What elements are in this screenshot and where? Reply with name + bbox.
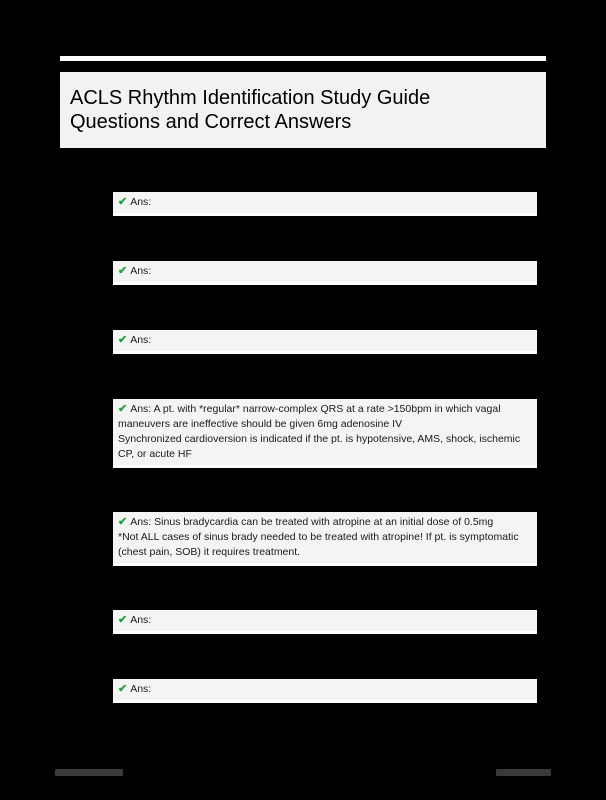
answer-text: Synchronized cardioversion is indicated if the pt. is hypotensive, AMS, shock, ischemic <box>118 433 521 445</box>
answer-text: Ans: <box>130 196 152 208</box>
page-title-line-2: Questions and Correct Answers <box>70 111 352 133</box>
answer-box-6 <box>113 610 537 634</box>
title-box <box>60 72 546 148</box>
footer-right-redacted <box>496 769 551 776</box>
checkmark-icon: ✔ <box>118 403 128 415</box>
answer-text: Ans: <box>130 265 152 277</box>
answer-box-7 <box>113 679 537 703</box>
answer-text: Ans: A pt. with *regular* narrow-complex QRS at a rate >150bpm in which vagal <box>130 403 501 415</box>
answer-box-2 <box>113 261 537 285</box>
answer-text: maneuvers are ineffective should be given 6mg adenosine IV <box>118 418 403 430</box>
answer-text: (chest pain, SOB) it requires treatment. <box>118 546 301 558</box>
top-rule <box>60 56 546 61</box>
answer-box-3 <box>113 330 537 354</box>
checkmark-icon: ✔ <box>118 516 128 528</box>
answer-box-1 <box>113 192 537 216</box>
checkmark-icon: ✔ <box>118 334 128 346</box>
page-title-line-1: ACLS Rhythm Identification Study Guide <box>70 87 431 109</box>
answer-text: Ans: <box>130 614 152 626</box>
answer-text: CP, or acute HF <box>118 448 192 460</box>
answer-text: Ans: Sinus bradycardia can be treated with atropine at an initial dose of 0.5mg <box>130 516 494 528</box>
answer-text: Ans: <box>130 334 152 346</box>
checkmark-icon: ✔ <box>118 614 128 626</box>
footer-left-redacted <box>55 769 123 776</box>
answer-text: *Not ALL cases of sinus brady needed to be treated with atropine! If pt. is symptomatic <box>118 531 519 543</box>
answer-box-4 <box>113 399 537 468</box>
checkmark-icon: ✔ <box>118 196 128 208</box>
checkmark-icon: ✔ <box>118 265 128 277</box>
answer-box-5 <box>113 512 537 566</box>
answer-text: Ans: <box>130 683 152 695</box>
checkmark-icon: ✔ <box>118 683 128 695</box>
